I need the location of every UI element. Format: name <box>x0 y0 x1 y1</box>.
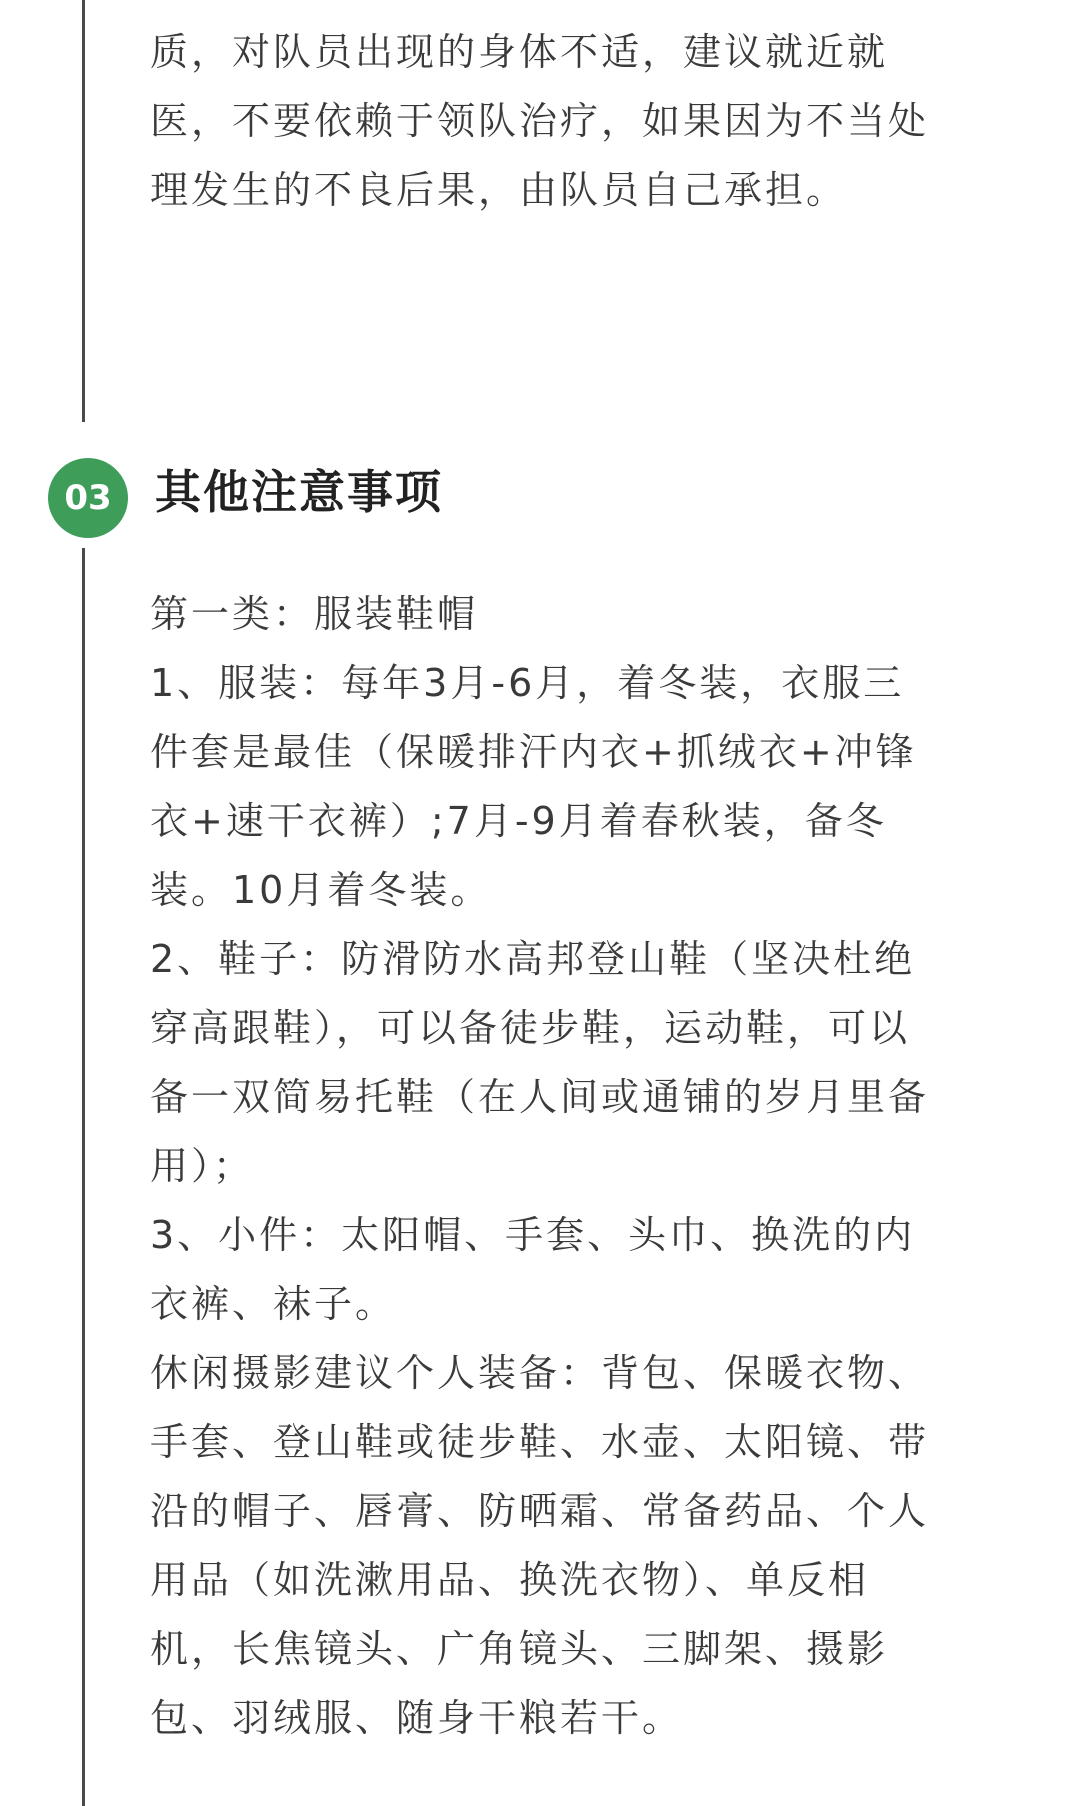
section-number-badge: 03 <box>48 458 128 538</box>
timeline-line-top <box>82 0 85 422</box>
intro-paragraph: 质，对队员出现的身体不适，建议就近就医，不要依赖于领队治疗，如果因为不当处理发生的不良后果，由队员自己承担。 <box>150 30 930 212</box>
paragraph-photography-gear: 休闲摄影建议个人装备：背包、保暖衣物、手套、登山鞋或徒步鞋、水壶、太阳镜、带沿的帽子、唇膏、防晒霜、常备药品、个人用品（如洗漱用品、换洗衣物）、单反相机，长焦镜头、广角镜头、三脚架、摄影包、羽绒服、随身干粮若干。 <box>150 1351 930 1740</box>
section-title: 其他注意事项 <box>155 465 443 519</box>
timeline-line-bottom <box>82 548 85 1806</box>
paragraph-shoes: 2、鞋子：防滑防水高邦登山鞋（坚决杜绝穿高跟鞋），可以备徒步鞋，运动鞋，可以备一双简易托鞋（在人间或通铺的岁月里备用）； <box>150 937 930 1188</box>
paragraph-accessories: 3、小件：太阳帽、手套、头巾、换洗的内衣裤、袜子。 <box>150 1213 916 1326</box>
intro-text-block <box>150 18 940 225</box>
paragraph-clothing: 1、服装：每年3月-6月，着冬装，衣服三件套是最佳（保暖排汗内衣+抓绒衣+冲锋衣+速干衣裤）;7月-9月着春秋装，备冬装。10月着冬装。 <box>150 661 917 912</box>
section-body <box>150 580 940 1753</box>
paragraph-category: 第一类：服装鞋帽 <box>150 592 479 636</box>
